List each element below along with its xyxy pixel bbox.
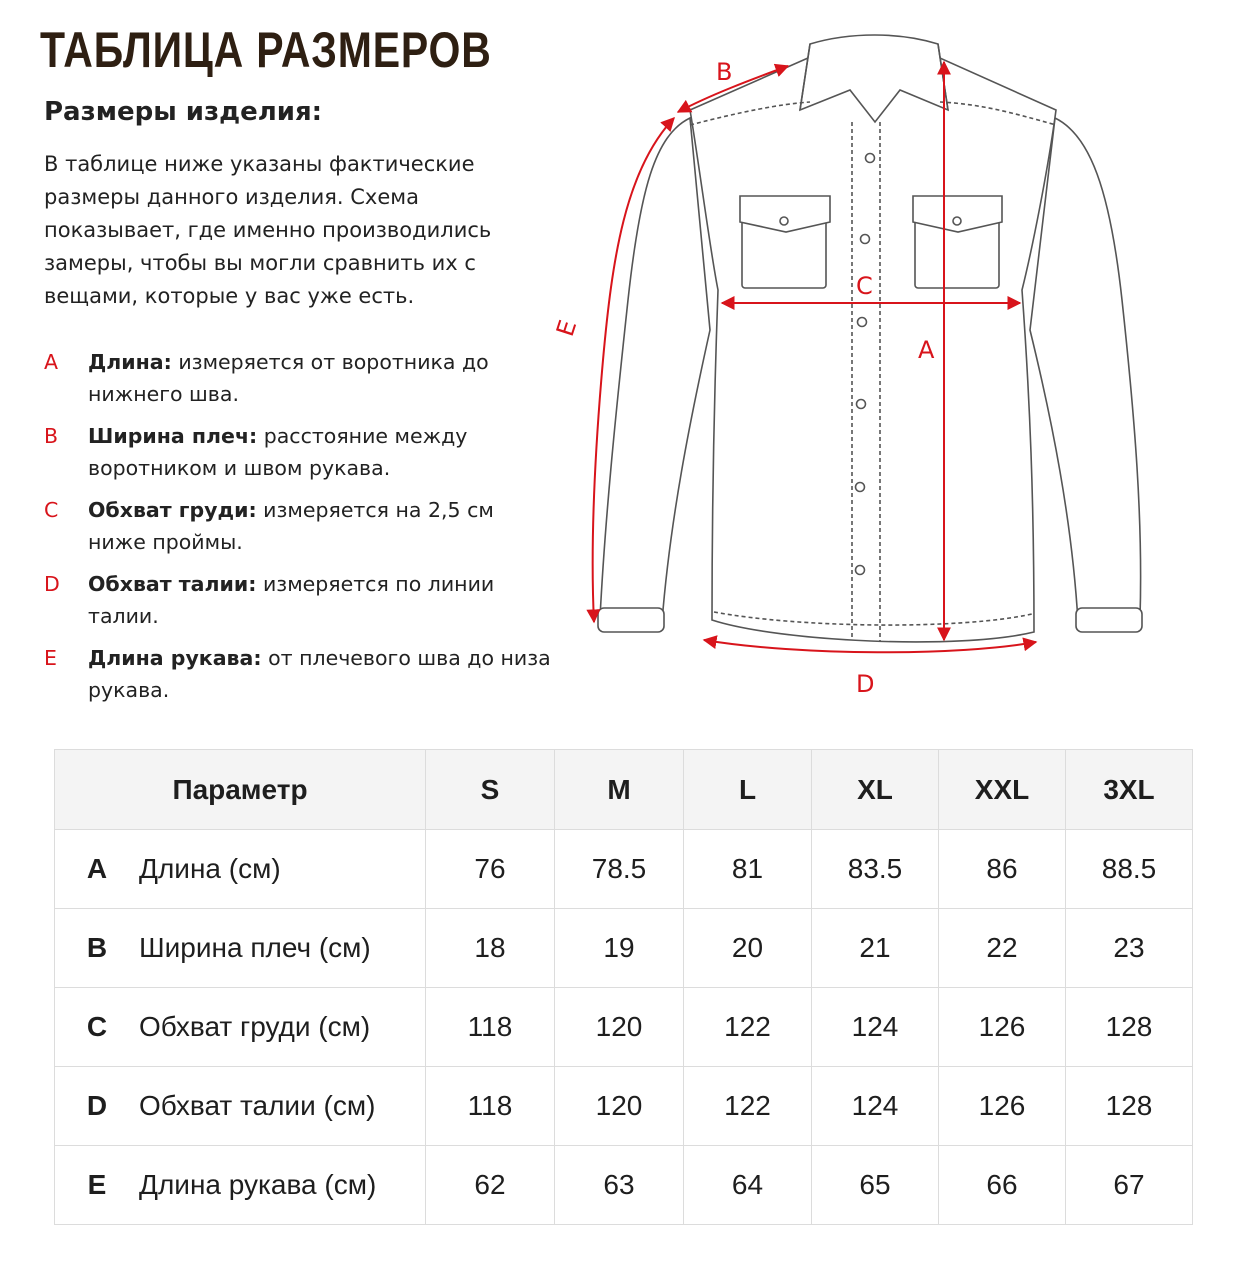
legend-letter: C xyxy=(44,498,59,522)
table-cell: 19 xyxy=(555,909,684,988)
label-e: E xyxy=(550,316,583,340)
table-cell: 20 xyxy=(684,909,812,988)
legend-term: Длина рукава: xyxy=(88,646,262,670)
legend-letter: E xyxy=(44,646,57,670)
shirt-icon xyxy=(598,35,1142,642)
row-letter: A xyxy=(86,853,108,884)
intro-text: В таблице ниже указаны фактические размеры данного изделия. Схема показывает, где именно производились замеры, чтобы вы могли сравнить их с вещами, которые у вас уже есть. xyxy=(44,152,492,308)
legend-desc: измеряется от воротника до нижнего шва. xyxy=(88,350,489,406)
shirt-measurement-diagram xyxy=(550,20,1160,720)
table-cell: 88.5 xyxy=(1066,830,1193,909)
table-header-row xyxy=(55,750,1193,830)
table-cell: 126 xyxy=(939,1067,1066,1146)
section-subtitle: Размеры изделия: xyxy=(44,97,323,127)
table-cell: 124 xyxy=(812,988,939,1067)
header-parameter: Параметр xyxy=(55,750,426,830)
row-letter: B xyxy=(86,932,108,963)
table-row xyxy=(55,1067,1193,1146)
legend-item-b xyxy=(44,420,554,484)
row-parameter xyxy=(55,1146,426,1225)
legend-desc: расстояние между воротником и швом рукава. xyxy=(88,424,468,480)
measurement-legend xyxy=(44,346,554,716)
legend-desc: от плечевого шва до низа рукава. xyxy=(88,646,551,702)
row-parameter xyxy=(55,988,426,1067)
legend-item-c xyxy=(44,494,554,558)
table-cell: 120 xyxy=(555,1067,684,1146)
row-name: Длина (см) xyxy=(139,853,281,884)
table-cell: 21 xyxy=(812,909,939,988)
legend-term: Обхват груди: xyxy=(88,498,257,522)
header-size-3xl: 3XL xyxy=(1066,750,1193,830)
waist-line-d xyxy=(704,640,1036,652)
legend-term: Длина: xyxy=(88,350,172,374)
table-cell: 76 xyxy=(426,830,555,909)
table-row xyxy=(55,1146,1193,1225)
header-size-xxl: XXL xyxy=(939,750,1066,830)
label-a: A xyxy=(918,336,935,364)
table-cell: 126 xyxy=(939,988,1066,1067)
table-cell: 128 xyxy=(1066,988,1193,1067)
table-row xyxy=(55,909,1193,988)
label-c: C xyxy=(856,272,873,300)
table-cell: 65 xyxy=(812,1146,939,1225)
size-table xyxy=(54,749,1193,1225)
legend-item-d xyxy=(44,568,554,632)
table-cell: 118 xyxy=(426,1067,555,1146)
row-letter: E xyxy=(87,1169,107,1200)
table-cell: 63 xyxy=(555,1146,684,1225)
page-title: ТАБЛИЦА РАЗМЕРОВ xyxy=(40,22,492,78)
table-cell: 66 xyxy=(939,1146,1066,1225)
label-d: D xyxy=(856,670,875,698)
row-name: Длина рукава (см) xyxy=(139,1169,377,1200)
table-cell: 86 xyxy=(939,830,1066,909)
table-cell: 83.5 xyxy=(812,830,939,909)
legend-item-e xyxy=(44,642,554,706)
legend-item-a xyxy=(44,346,554,410)
row-letter: C xyxy=(86,1011,108,1042)
legend-term: Ширина плеч: xyxy=(88,424,258,448)
row-parameter xyxy=(55,1067,426,1146)
table-cell: 122 xyxy=(684,1067,812,1146)
row-name: Ширина плеч (см) xyxy=(139,932,371,963)
header-size-l: L xyxy=(684,750,812,830)
legend-desc: измеряется по линии талии. xyxy=(88,572,495,628)
table-cell: 81 xyxy=(684,830,812,909)
table-row xyxy=(55,988,1193,1067)
table-cell: 67 xyxy=(1066,1146,1193,1225)
table-cell: 18 xyxy=(426,909,555,988)
header-size-m: M xyxy=(555,750,684,830)
table-row xyxy=(55,830,1193,909)
table-cell: 78.5 xyxy=(555,830,684,909)
label-b: B xyxy=(716,58,733,86)
table-cell: 62 xyxy=(426,1146,555,1225)
legend-letter: D xyxy=(44,572,60,596)
row-parameter xyxy=(55,909,426,988)
row-name: Обхват груди (см) xyxy=(139,1011,371,1042)
table-cell: 118 xyxy=(426,988,555,1067)
table-cell: 120 xyxy=(555,988,684,1067)
row-letter: D xyxy=(86,1090,108,1121)
header-size-xl: XL xyxy=(812,750,939,830)
row-parameter xyxy=(55,830,426,909)
table-cell: 122 xyxy=(684,988,812,1067)
table-cell: 22 xyxy=(939,909,1066,988)
table-cell: 64 xyxy=(684,1146,812,1225)
row-name: Обхват талии (см) xyxy=(139,1090,376,1121)
table-cell: 128 xyxy=(1066,1067,1193,1146)
legend-desc: измеряется на 2,5 см ниже проймы. xyxy=(88,498,494,554)
legend-letter: A xyxy=(44,350,59,374)
legend-letter: B xyxy=(44,424,59,448)
table-cell: 124 xyxy=(812,1067,939,1146)
legend-term: Обхват талии: xyxy=(88,572,257,596)
header-size-s: S xyxy=(426,750,555,830)
table-cell: 23 xyxy=(1066,909,1193,988)
